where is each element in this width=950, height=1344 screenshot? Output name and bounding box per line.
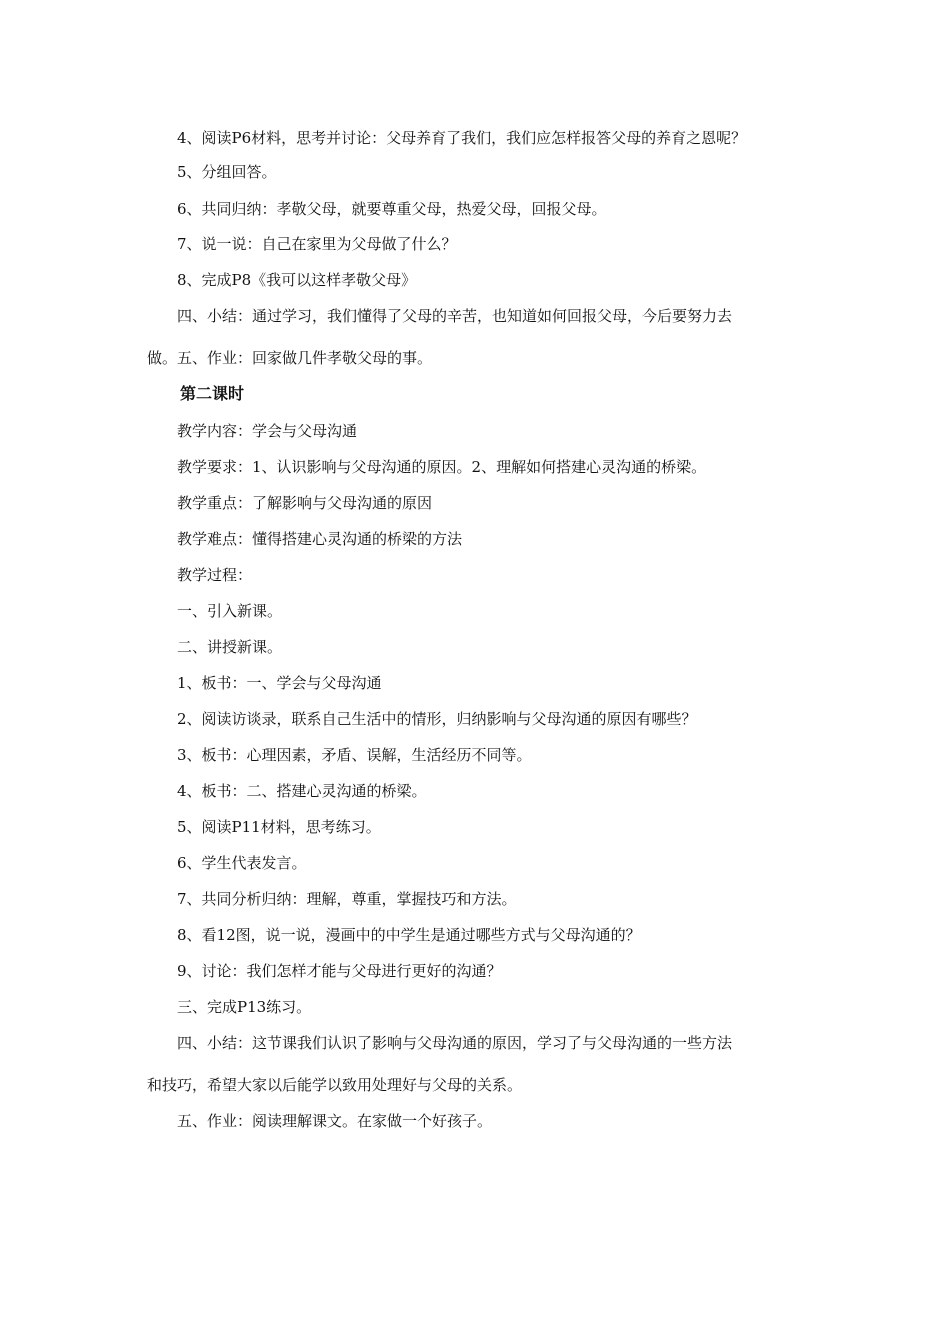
lesson2-step-6: 6、学生代表发言。 — [177, 854, 307, 872]
lesson2-step-5: 5、阅读P11材料，思考练习。 — [177, 818, 381, 836]
lesson2-intro: 一、引入新课。 — [177, 602, 283, 620]
lesson2-step-2: 2、阅读访谈录，联系自己生活中的情形，归纳影响与父母沟通的原因有哪些？ — [177, 710, 697, 728]
lesson1-item-6: 6、共同归纳：孝敬父母，就要尊重父母，热爱父母，回报父母。 — [177, 200, 607, 218]
lesson2-step-3: 3、板书：心理因素，矛盾、误解，生活经历不同等。 — [177, 746, 532, 764]
lesson2-step-1: 1、板书：一、学会与父母沟通 — [177, 674, 382, 692]
lesson2-difficulty: 教学难点：懂得搭建心灵沟通的桥梁的方法 — [177, 530, 463, 548]
lesson2-summary-line2: 和技巧，希望大家以后能学以致用处理好与父母的关系。 — [147, 1076, 523, 1094]
lesson2-step-7: 7、共同分析归纳：理解，尊重，掌握技巧和方法。 — [177, 890, 517, 908]
lesson2-heading: 第二课时 — [180, 384, 245, 403]
lesson2-key-point: 教学重点：了解影响与父母沟通的原因 — [177, 494, 433, 512]
lesson2-step-8: 8、看12图，说一说，漫画中的中学生是通过哪些方式与父母沟通的？ — [177, 926, 641, 944]
lesson1-item-8: 8、完成P8《我可以这样孝敬父母》 — [177, 271, 417, 289]
lesson1-item-7: 7、说一说：自己在家里为父母做了什么？ — [177, 235, 457, 253]
lesson2-step-4: 4、板书：二、搭建心灵沟通的桥梁。 — [177, 782, 427, 800]
lesson2-step-9: 9、讨论：我们怎样才能与父母进行更好的沟通？ — [177, 962, 502, 980]
lesson2-teach: 二、讲授新课。 — [177, 638, 283, 656]
lesson2-requirements: 教学要求：1、认识影响与父母沟通的原因。2、理解如何搭建心灵沟通的桥梁。 — [177, 458, 707, 476]
lesson1-item-4: 4、阅读P6材料，思考并讨论：父母养育了我们，我们应怎样报答父母的养育之恩呢？ — [177, 129, 747, 147]
lesson2-exercise: 三、完成P13练习。 — [177, 998, 312, 1016]
lesson2-summary-line1: 四、小结：这节课我们认识了影响与父母沟通的原因，学习了与父母沟通的一些方法 — [177, 1034, 733, 1052]
lesson1-item-5: 5、分组回答。 — [177, 163, 277, 181]
lesson2-content: 教学内容：学会与父母沟通 — [177, 422, 358, 440]
lesson2-homework: 五、作业：阅读理解课文。在家做一个好孩子。 — [177, 1112, 493, 1130]
lesson2-process-label: 教学过程： — [177, 566, 253, 584]
lesson1-summary-line2: 做。五、作业：回家做几件孝敬父母的事。 — [147, 349, 433, 367]
lesson1-summary-line1: 四、小结：通过学习，我们懂得了父母的辛苦，也知道如何回报父母，今后要努力去 — [177, 307, 733, 325]
